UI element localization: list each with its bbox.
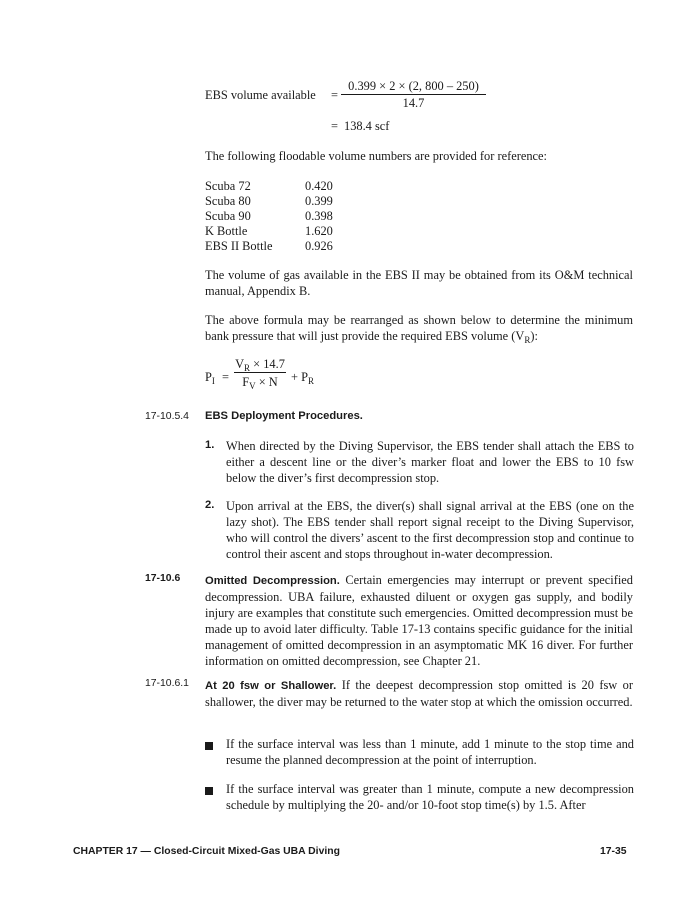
formula-equals-sign: = [331,88,338,102]
formula2-plus: + P [291,370,308,384]
section-text: Certain emergencies may interrupt or prevent specified decompression. UBA failure, exhausted diluent or oxygen gas supply, and bodily injury are examples that constitute such emergencies. Omitted decompression must be made up to avoid later difficulty. Table 17-13 contains specific guidance for the initial management of omitted decompression in an asymptomatic MK 16 diver. For further information on omitted decompression, see Chapter 21. [205,573,633,668]
formula2-den-f-sub: V [249,381,256,391]
cylinder-volume: 0.398 [305,209,333,223]
section-number: 17-10.6 [145,573,181,584]
formula2-num-v-sub: R [244,363,251,373]
formula2-denominator [234,375,286,389]
rearrange-end: ): [530,329,538,343]
fraction-bar [341,94,486,95]
fraction-bar [234,372,286,373]
formula2-plus-term [291,370,314,385]
formula-label: EBS volume available [205,88,316,102]
formula2-p-sub: I [211,376,215,386]
section-heading: EBS Deployment Procedures. [205,410,363,422]
cylinder-name: EBS II Bottle [205,239,273,253]
cylinder-volume: 0.399 [305,194,333,208]
list-number: 2. [205,499,215,511]
formula2-fraction [234,357,286,389]
formula-numerator: 0.399 × 2 × (2, 800 – 250) [348,79,479,93]
section-text: If the deepest decompression stop omitted is 20 fsw or shallower, the diver may be returned to the water stop at which the omission occurred. [205,678,633,709]
cylinder-volume: 0.420 [305,179,333,193]
cylinder-volume: 1.620 [305,224,333,238]
formula2-plus-sub: R [307,376,314,386]
rearrange-text: The above formula may be rearranged as shown below to determine the minimum bank pressure that will just provide the required EBS volume (V [205,313,633,343]
formula-result: 138.4 scf [344,119,390,133]
cylinder-volume: 0.926 [305,239,333,253]
bullet-square-icon [205,742,213,750]
cylinder-name: Scuba 72 [205,179,251,193]
section-number: 17-10.5.4 [145,411,189,422]
formula2-lhs [205,370,215,385]
formula2-p: P [205,370,212,384]
list-item: When directed by the Diving Supervisor, the EBS tender shall attach the EBS to either a descent line or the diver’s marker float and lower the EBS to 10 fsw below the diver’s first decompression stop. [226,439,634,485]
bullet-square-icon [205,787,213,795]
section-heading: Omitted Decompression. [205,575,340,587]
cylinder-name: Scuba 80 [205,194,251,208]
formula-fraction [341,79,486,110]
formula2-equals: = [222,370,229,384]
cylinder-name: Scuba 90 [205,209,251,223]
formula-denominator: 14.7 [402,96,425,110]
shallow-omission-paragraph [205,677,633,710]
omitted-decompression-paragraph [205,572,633,669]
footer-chapter-title: CHAPTER 17 — Closed-Circuit Mixed-Gas UBA Diving [73,846,340,857]
formula2-den-f: F [242,375,250,389]
footer-page-number: 17-35 [600,846,627,857]
list-number: 1. [205,439,215,451]
formula-result-equals: = [331,119,338,133]
rearrange-paragraph [205,312,633,344]
cylinder-name: K Bottle [205,224,248,238]
bullet-item: If the surface interval was greater than 1 minute, compute a new decompression schedule by multiplying the 20- and/or 10-foot stop time(s) by 1.5. After [226,782,634,812]
bullet-item: If the surface interval was less than 1 minute, add 1 minute to the stop time and resume the planned decompression at the point of interruption. [226,737,634,767]
section-heading: At 20 fsw or Shallower. [205,680,337,692]
formula2-num-rest: × 14.7 [250,357,285,371]
list-item: Upon arrival at the EBS, the diver(s) shall signal arrival at the EBS (one on the lazy shot). The EBS tender shall report signal receipt to the Diving Supervisor, who will control the divers’ ascent to the first decompression stop and continue to control their ascent and stops throughout in-water decompression. [226,499,634,561]
formula2-den-rest: × N [255,375,278,389]
formula2-numerator [234,357,286,371]
rearrange-subscript: R [524,335,531,345]
ebs2-paragraph: The volume of gas available in the EBS II may be obtained from its O&M technical manual, Appendix B. [205,268,633,298]
formula2-num-v: V [235,357,245,371]
volume-intro: The following floodable volume numbers are provided for reference: [205,149,547,163]
section-number: 17-10.6.1 [145,678,189,689]
